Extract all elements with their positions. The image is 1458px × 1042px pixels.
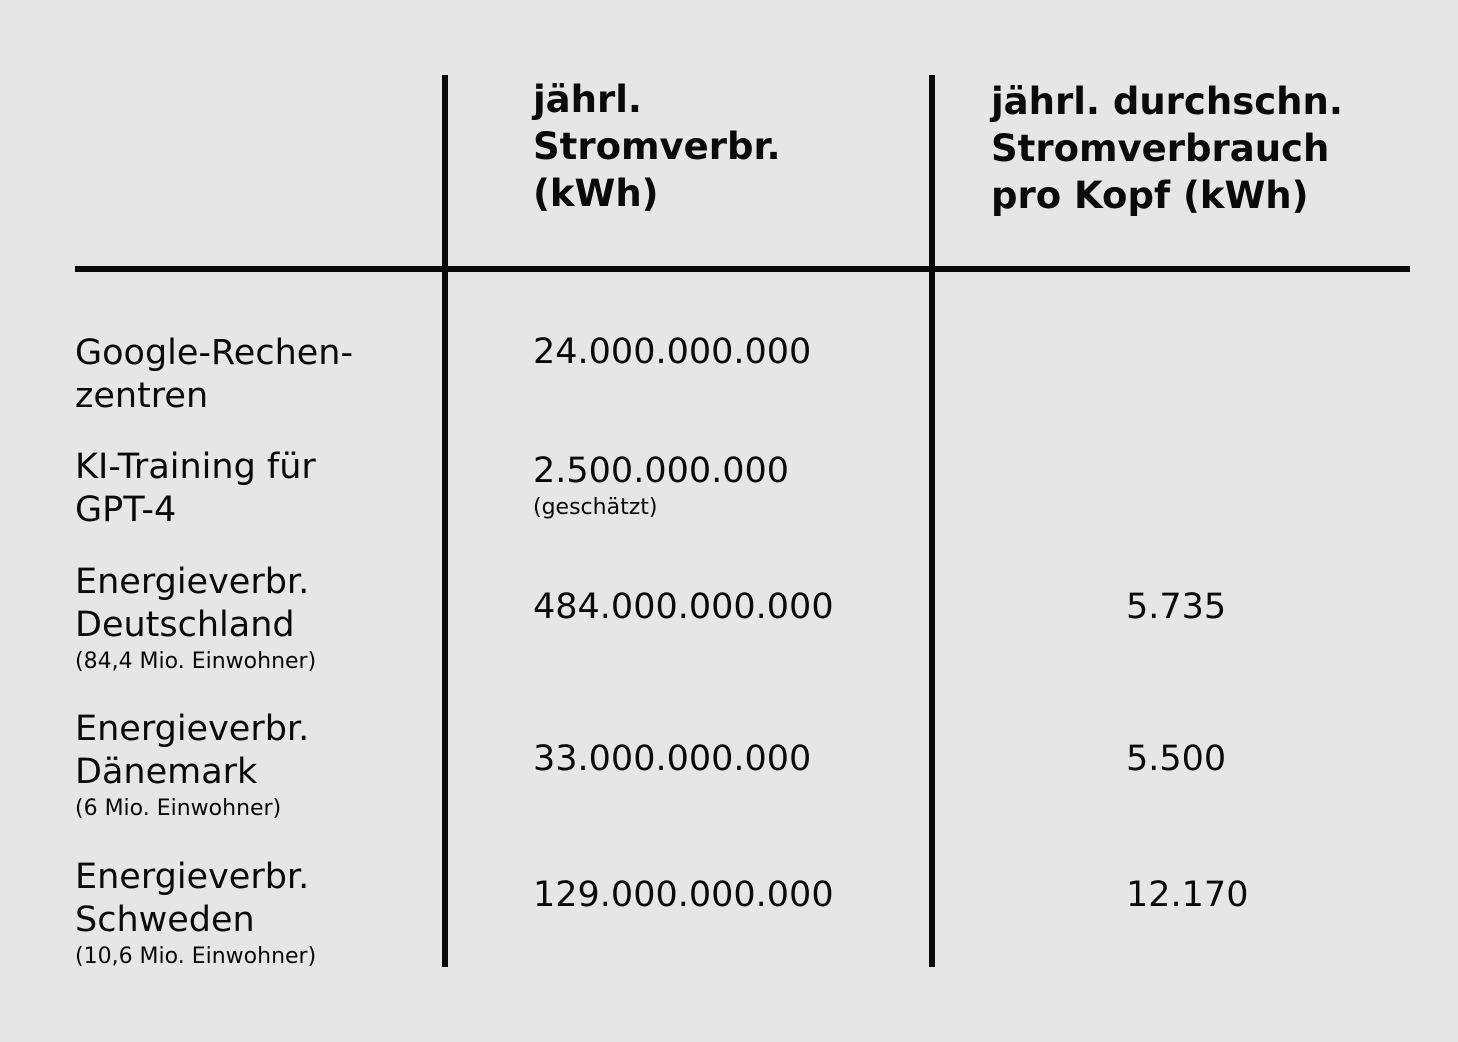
row-label-line: zentren — [75, 376, 209, 416]
per-capita-value-denmark: 5.500 — [1126, 739, 1227, 779]
header-line: Stromverbrauch — [991, 127, 1330, 170]
row-label-ki-training — [75, 446, 425, 532]
row-label-sweden — [75, 856, 425, 970]
header-line: (kWh) — [533, 172, 659, 215]
column-divider-1 — [442, 75, 448, 967]
annual-value-germany: 484.000.000.000 — [533, 587, 834, 627]
row-label-line: GPT-4 — [75, 490, 177, 530]
row-label-line: Dänemark — [75, 752, 258, 792]
population-note: (10,6 Mio. Einwohner) — [75, 944, 317, 969]
header-line: jährl. durchschn. — [991, 80, 1343, 123]
row-label-line: Schweden — [75, 900, 255, 940]
header-line: Stromverbr. — [533, 125, 781, 168]
population-note: (6 Mio. Einwohner) — [75, 796, 282, 821]
row-label-line: Deutschland — [75, 605, 295, 645]
row-label-denmark — [75, 708, 425, 822]
row-label-line: Energieverbr. — [75, 857, 310, 897]
row-label-line: Energieverbr. — [75, 562, 310, 602]
row-label-germany — [75, 561, 425, 675]
row-label-google — [75, 332, 425, 418]
header-line: jährl. — [533, 78, 642, 121]
per-capita-value-sweden: 12.170 — [1126, 875, 1249, 915]
annual-value-sweden: 129.000.000.000 — [533, 875, 834, 915]
column-divider-2 — [929, 75, 935, 967]
annual-value-ki-training: 2.500.000.000 — [533, 451, 790, 491]
header-per-capita-consumption — [991, 78, 1343, 219]
row-label-line: KI-Training für — [75, 447, 316, 487]
annual-value-google: 24.000.000.000 — [533, 332, 812, 372]
population-note: (84,4 Mio. Einwohner) — [75, 649, 317, 674]
header-divider — [75, 266, 1410, 272]
per-capita-value-germany: 5.735 — [1126, 587, 1227, 627]
annual-value-denmark: 33.000.000.000 — [533, 739, 812, 779]
estimate-note: (geschätzt) — [533, 495, 658, 520]
row-label-line: Google-Rechen- — [75, 333, 354, 373]
header-line: pro Kopf (kWh) — [991, 174, 1309, 217]
header-annual-consumption — [533, 76, 781, 217]
row-label-line: Energieverbr. — [75, 709, 310, 749]
